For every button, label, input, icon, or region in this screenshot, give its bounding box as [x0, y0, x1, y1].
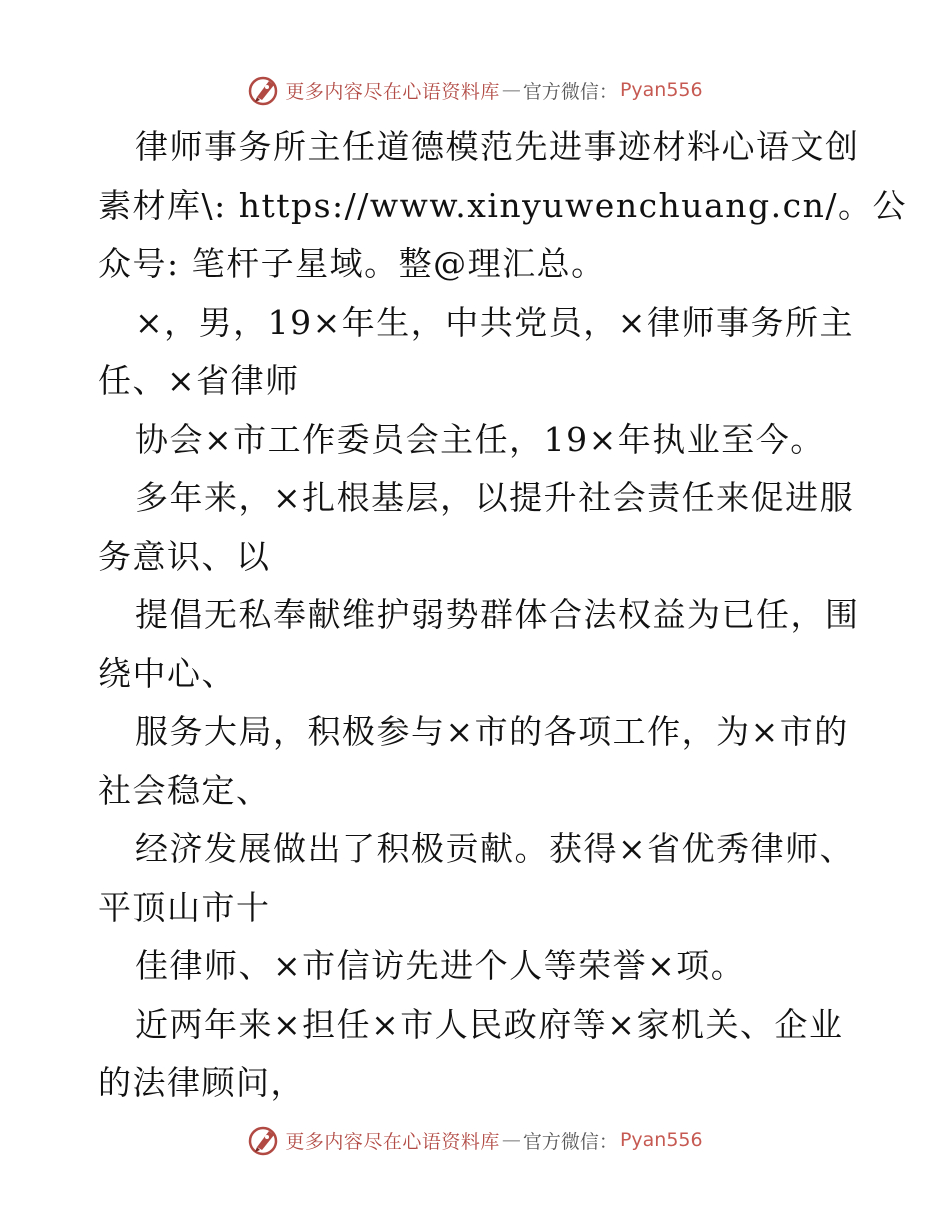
- text-line: 协会×市工作委员会主任，19×年执业至今。: [135, 419, 825, 459]
- footer-banner: [0, 1120, 950, 1160]
- text-line: 律师事务所主任道德模范先进事迹材料心语文创: [135, 127, 860, 166]
- banner-wechat-label: 官方微信：: [522, 80, 618, 103]
- document-body: [98, 118, 907, 1113]
- text-line: 服务大局，积极参与×市的各项工作，为×市的: [135, 712, 849, 751]
- banner-separator: —: [501, 79, 521, 101]
- text-line: 社会稳定、: [98, 770, 271, 810]
- text-line: 任、×省律师: [98, 361, 300, 400]
- text-line: 提倡无私奉献维护弱势群体合法权益为已任，围: [135, 595, 860, 634]
- header-banner: [0, 70, 950, 110]
- banner-brand-text: 更多内容尽在心语资料库: [285, 1130, 500, 1153]
- text-line: 务意识、以: [98, 536, 271, 576]
- banner-wechat-id: Pyan556: [619, 1129, 703, 1151]
- pen-nib-circle-icon: [247, 73, 281, 107]
- banner-wechat-id: Pyan556: [619, 79, 703, 101]
- text-line: 绕中心、: [98, 653, 236, 693]
- text-line: 的法律顾问，: [98, 1063, 305, 1102]
- banner-wechat-label: 官方微信：: [522, 1130, 618, 1153]
- banner-separator: —: [501, 1129, 521, 1151]
- text-line: 素材库\: https://www.xinyuwenchuang.cn/。公: [98, 185, 907, 225]
- text-line: 多年来，×扎根基层，以提升社会责任来促进服: [135, 478, 855, 517]
- text-line: 众号: 笔杆子星域。整@理汇总。: [98, 244, 606, 283]
- pen-nib-circle-icon: [247, 1123, 281, 1157]
- text-line: 经济发展做出了积极贡献。获得×省优秀律师、: [135, 829, 855, 868]
- text-line: 平顶山市十: [98, 887, 271, 927]
- text-line: 佳律师、×市信访先进个人等荣誉×项。: [135, 946, 746, 985]
- banner-brand-text: 更多内容尽在心语资料库: [285, 80, 500, 103]
- text-line: ×，男，19×年生，中共党员，×律师事务所主: [135, 302, 854, 342]
- text-line: 近两年来×担任×市人民政府等×家机关、企业: [135, 1004, 844, 1044]
